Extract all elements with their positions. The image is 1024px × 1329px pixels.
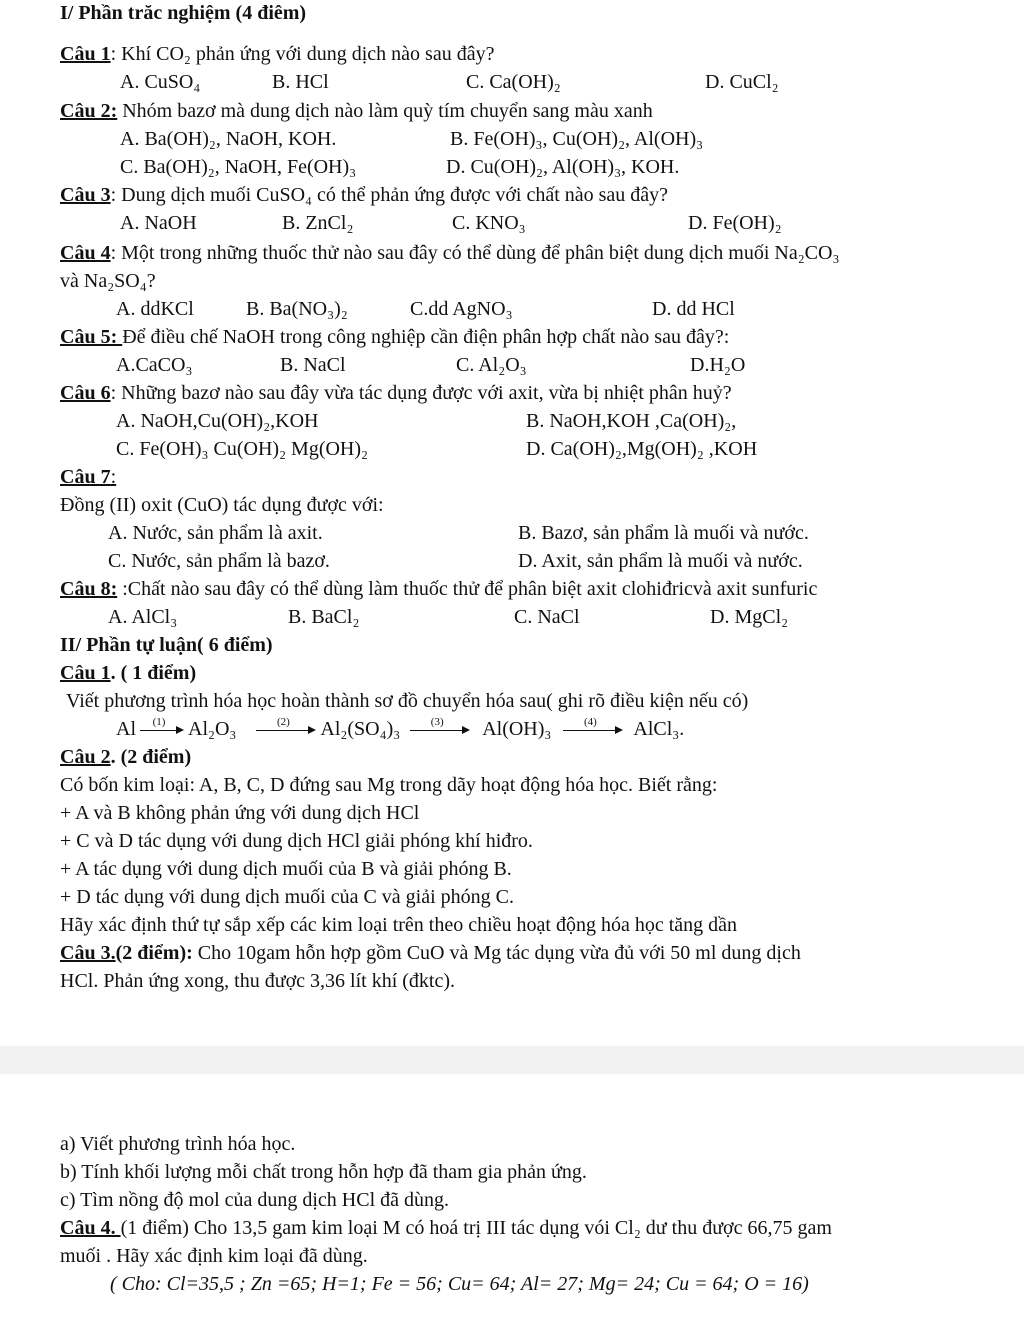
q6-option-d: D. Ca(OH)₂,Mg(OH)₂ ,KOH bbox=[526, 438, 758, 460]
essay-3-text-cont: HCl. Phản ứng xong, thu được 3,36 lít khí (đktc). bbox=[60, 970, 456, 992]
given-atomic-masses: ( Cho: Cl=35,5 ; Zn =65; H=1; Fe = 56; Cu= 64; Al= 27; Mg= 24; Cu = 64; O = 16) bbox=[110, 1273, 809, 1295]
question-5-text: Để điều chế NaOH trong công nghiệp cần điện phân hợp chất nào sau đây?: bbox=[122, 326, 730, 348]
question-2-label: Câu 2: bbox=[60, 100, 118, 122]
q8-option-d: D. MgCl₂ bbox=[710, 606, 789, 628]
essay-3-part-b: b) Tính khối lượng mỗi chất trong hỗn hợp đã tham gia phản ứng. bbox=[60, 1161, 587, 1183]
q3-option-c: C. KNO₃ bbox=[452, 212, 526, 234]
q5-option-a: A.CaCO₃ bbox=[116, 354, 193, 376]
question-5-label: Câu 5: bbox=[60, 326, 123, 348]
q8-option-a: A. AlCl₃ bbox=[108, 606, 178, 628]
q8-option-b: B. BaCl₂ bbox=[288, 606, 360, 628]
essay-3-part-c: c) Tìm nồng độ mol của dung dịch HCl đã dùng. bbox=[60, 1189, 450, 1211]
arrow-label: (1) bbox=[152, 716, 166, 728]
essay-2-line: + A và B không phản ứng với dung dịch HCl bbox=[60, 802, 420, 824]
question-8-label: Câu 8: bbox=[60, 578, 118, 600]
question-1 bbox=[60, 41, 494, 67]
question-4-text-cont: và Na₂SO₄? bbox=[60, 270, 156, 292]
q6-option-c: C. Fe(OH)₃ Cu(OH)₂ Mg(OH)₂ bbox=[116, 438, 369, 460]
q7-option-d: D. Axit, sản phẩm là muối và nước. bbox=[518, 550, 803, 572]
reaction-arrow bbox=[410, 716, 470, 742]
q4-option-d: D. dd HCl bbox=[652, 298, 735, 320]
q4-option-b: B. Ba(NO₃)₂ bbox=[246, 298, 348, 320]
q3-option-a: A. NaOH bbox=[120, 212, 197, 234]
essay-2-line: + A tác dụng với dung dịch muối của B và giải phóng B. bbox=[60, 858, 512, 880]
arrow-shaft bbox=[256, 730, 310, 731]
question-8-text: :Chất nào sau đây có thể dùng làm thuốc thử để phân biệt axit clohiđricvà axit sunfuric bbox=[117, 578, 818, 600]
arrow-label: (4) bbox=[583, 716, 597, 728]
essay-3-part-a: a) Viết phương trình hóa học. bbox=[60, 1133, 296, 1155]
essay-1-text: Viết phương trình hóa học hoàn thành sơ đồ chuyển hóa sau( ghi rõ điều kiện nếu có) bbox=[66, 690, 749, 712]
chain-item: AlCl₃. bbox=[633, 718, 685, 740]
question-7-colon: : bbox=[110, 466, 117, 488]
question-1-label: Câu 1 bbox=[60, 43, 111, 65]
essay-4-label: Câu 4. bbox=[60, 1217, 121, 1239]
question-7-heading bbox=[60, 464, 116, 490]
essay-1-label: Câu 1 bbox=[60, 662, 111, 684]
chain-item: Al(OH)₃ bbox=[482, 718, 552, 740]
question-2 bbox=[60, 98, 653, 124]
q3-option-d: D. Fe(OH)₂ bbox=[688, 212, 782, 234]
part2-title: II/ Phần tự luận( 6 điểm) bbox=[60, 634, 273, 656]
reaction-arrow bbox=[140, 716, 184, 742]
q2-option-a: A. Ba(OH)₂, NaOH, KOH. bbox=[120, 128, 337, 150]
q1-option-b: B. HCl bbox=[272, 71, 329, 93]
part1-title: I/ Phần trăc nghiệm (4 điêm) bbox=[60, 2, 307, 24]
essay-2-heading bbox=[60, 744, 191, 770]
essay-2-line: Có bốn kim loại: A, B, C, D đứng sau Mg trong dãy hoạt động hóa học. Biết rằng: bbox=[60, 774, 718, 796]
chain-item: Al₂O₃ bbox=[188, 718, 237, 740]
essay-2-line: + D tác dụng với dung dịch muối của C và giải phóng C. bbox=[60, 886, 515, 908]
question-6 bbox=[60, 380, 732, 406]
essay-3 bbox=[60, 940, 801, 966]
question-1-text: : Khí CO₂ phản ứng với dung dịch nào sau đây? bbox=[110, 43, 495, 65]
essay-3-points: (2 điểm): bbox=[115, 942, 193, 964]
essay-2-points: . (2 điểm) bbox=[110, 746, 192, 768]
q4-option-c: C.dd AgNO₃ bbox=[410, 298, 513, 320]
essay-2-label: Câu 2 bbox=[60, 746, 111, 768]
essay-1-points: . ( 1 điểm) bbox=[110, 662, 197, 684]
q1-option-a: A. CuSO₄ bbox=[120, 71, 201, 93]
q3-option-b: B. ZnCl₂ bbox=[282, 212, 354, 234]
arrow-head-icon bbox=[615, 726, 623, 734]
reaction-arrow bbox=[563, 716, 623, 742]
essay-1-heading bbox=[60, 660, 196, 686]
q1-option-d: D. CuCl₂ bbox=[705, 71, 779, 93]
question-3-text: : Dung dịch muối CuSO₄ có thể phản ứng được với chất nào sau đây? bbox=[110, 184, 669, 206]
reaction-arrow bbox=[256, 716, 316, 742]
arrow-shaft bbox=[410, 730, 464, 731]
q7-option-a: A. Nước, sản phẩm là axit. bbox=[108, 522, 323, 544]
q2-option-b: B. Fe(OH)₃, Cu(OH)₂, Al(OH)₃ bbox=[450, 128, 704, 150]
q4-option-a: A. ddKCl bbox=[116, 298, 194, 320]
question-6-text: : Những bazơ nào sau đây vừa tác dụng được với axit, vừa bị nhiệt phân huỷ? bbox=[110, 382, 732, 404]
essay-2-line: Hãy xác định thứ tự sắp xếp các kim loại trên theo chiều hoạt động hóa học tăng dần bbox=[60, 914, 738, 936]
question-3 bbox=[60, 182, 668, 208]
q5-option-b: B. NaCl bbox=[280, 354, 346, 376]
q1-option-c: C. Ca(OH)₂ bbox=[466, 71, 561, 93]
arrow-label: (3) bbox=[430, 716, 444, 728]
question-2-text: Nhóm bazơ mà dung dịch nào làm quỳ tím chuyển sang màu xanh bbox=[117, 100, 653, 122]
question-4-text: : Một trong những thuốc thử nào sau đây có thể dùng để phân biệt dung dịch muối Na₂CO₃ bbox=[110, 242, 840, 264]
q5-option-d: D.H₂O bbox=[690, 354, 746, 376]
essay-4-text-cont: muối . Hãy xác định kim loại đã dùng. bbox=[60, 1245, 368, 1267]
essay-4-text: (1 điểm) Cho 13,5 gam kim loại M có hoá trị III tác dụng vói Cl₂ dư thu được 66,75 gam bbox=[120, 1217, 832, 1239]
q5-option-c: C. Al₂O₃ bbox=[456, 354, 527, 376]
chain-item: Al bbox=[116, 718, 136, 740]
question-6-label: Câu 6 bbox=[60, 382, 111, 404]
essay-2-line: + C và D tác dụng với dung dịch HCl giải phóng khí hiđro. bbox=[60, 830, 533, 852]
q6-option-b: B. NaOH,KOH ,Ca(OH)₂, bbox=[526, 410, 737, 432]
arrow-head-icon bbox=[308, 726, 316, 734]
q7-option-c: C. Nước, sản phẩm là bazơ. bbox=[108, 550, 330, 572]
essay-3-label: Câu 3. bbox=[60, 942, 116, 964]
question-5 bbox=[60, 324, 729, 350]
chain-item: Al₂(SO₄)₃ bbox=[320, 718, 401, 740]
question-7-text: Đồng (II) oxit (CuO) tác dụng được với: bbox=[60, 494, 384, 516]
essay-3-text: Cho 10gam hỗn hợp gồm CuO và Mg tác dụng vừa đủ với 50 ml dung dịch bbox=[192, 942, 801, 964]
exam-page-2 bbox=[0, 1074, 1024, 1329]
question-7-label: Câu 7 bbox=[60, 466, 111, 488]
reaction-chain bbox=[116, 716, 684, 742]
q6-option-a: A. NaOH,Cu(OH)₂,KOH bbox=[116, 410, 319, 432]
arrow-head-icon bbox=[176, 726, 184, 734]
q2-option-d: D. Cu(OH)₂, Al(OH)₃, KOH. bbox=[446, 156, 680, 178]
arrow-shaft bbox=[563, 730, 617, 731]
q8-option-c: C. NaCl bbox=[514, 606, 580, 628]
essay-4 bbox=[60, 1215, 832, 1241]
question-8 bbox=[60, 576, 817, 602]
q7-option-b: B. Bazơ, sản phẩm là muối và nước. bbox=[518, 522, 809, 544]
arrow-shaft bbox=[140, 730, 178, 731]
question-3-label: Câu 3 bbox=[60, 184, 111, 206]
question-4-label: Câu 4 bbox=[60, 242, 111, 264]
arrow-head-icon bbox=[462, 726, 470, 734]
question-4 bbox=[60, 240, 839, 266]
arrow-label: (2) bbox=[276, 716, 290, 728]
q2-option-c: C. Ba(OH)₂, NaOH, Fe(OH)₃ bbox=[120, 156, 357, 178]
